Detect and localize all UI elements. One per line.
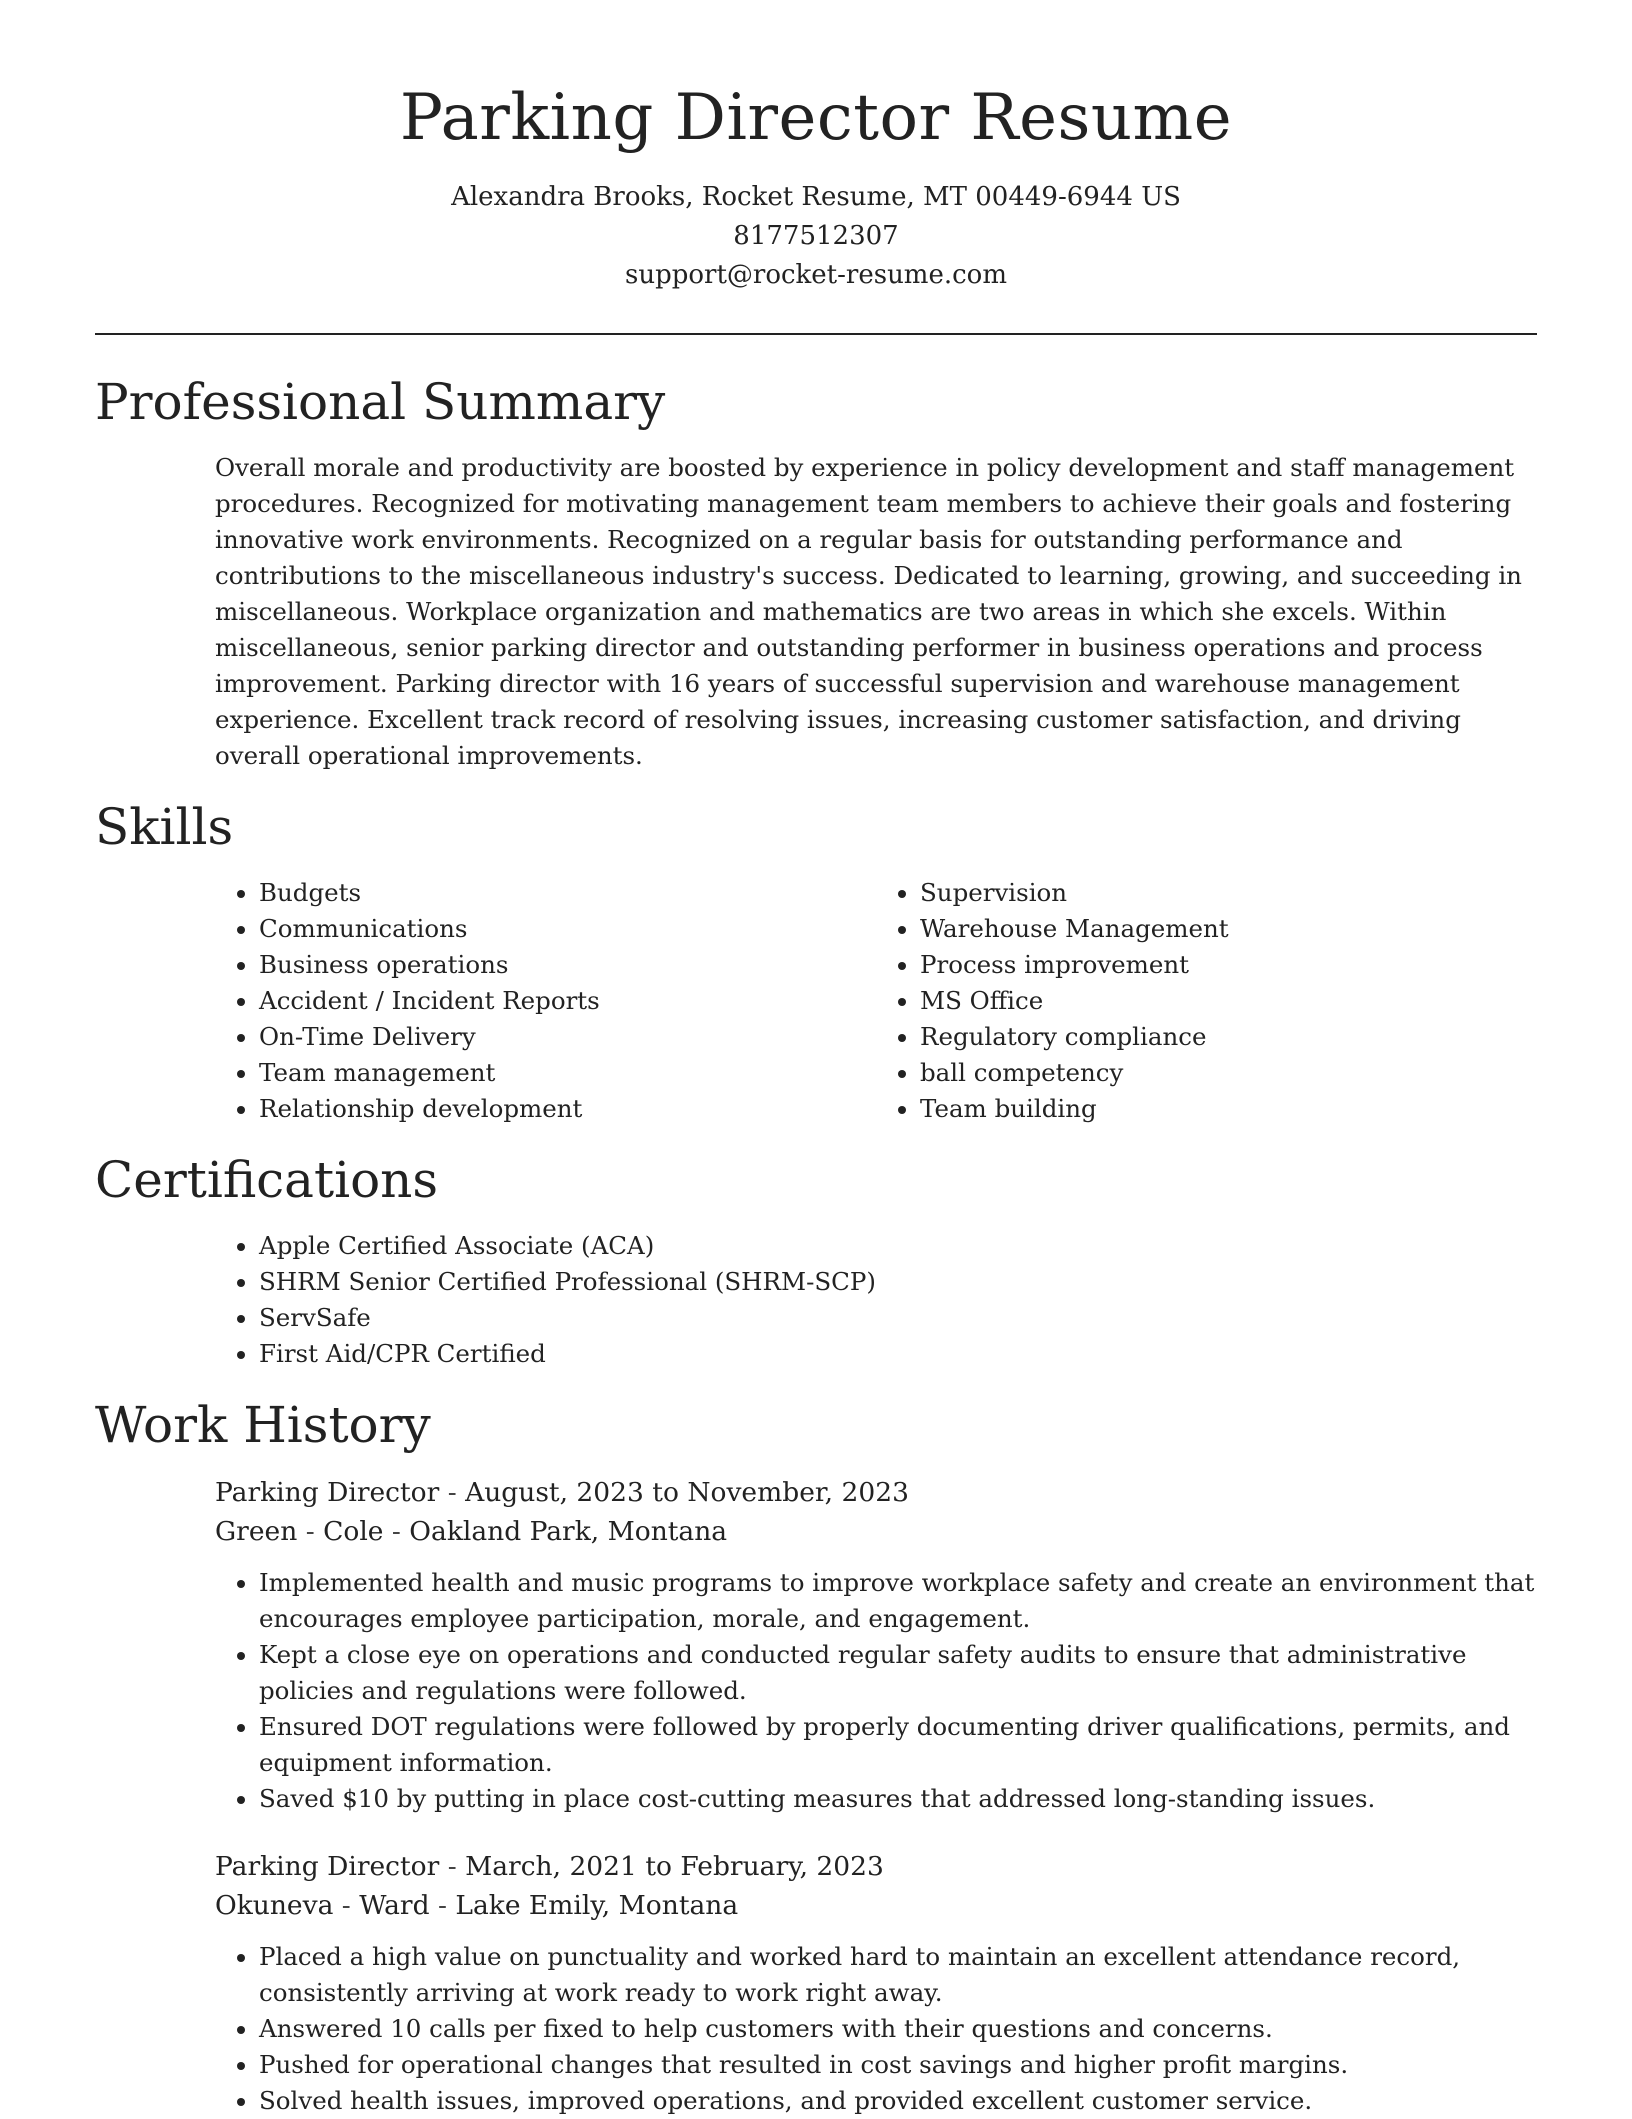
job-dates: March, 2021 to February, 2023 [465,1850,884,1882]
work-history-heading: Work History [95,1395,431,1454]
skill-item: • On-Time Delivery [259,1019,876,1055]
skill-item: • Process improvement [920,947,1537,983]
header-divider [95,333,1537,335]
job-company-b: Cole [323,1515,384,1547]
skill-item: • Budgets [259,875,876,911]
skill-item: • ball competency [920,1055,1537,1091]
skills-column-left [215,875,876,1127]
skill-item: • MS Office [920,983,1537,1019]
certification-item: • ServSafe [259,1300,1537,1336]
job-separator: - [297,1515,324,1547]
skills-heading: Skills [95,797,234,856]
job-title-line [215,1473,1537,1512]
job-company-b: Ward [359,1889,430,1921]
job-location: Oakland Park, Montana [409,1515,728,1547]
job-company-a: Okuneva [215,1889,334,1921]
certifications-heading: Certifications [95,1150,439,1209]
job-company-line [215,1886,1537,1925]
job-bullet: • Answered 10 calls per fixed to help customers with their questions and concerns. [259,2011,1537,2047]
skill-item: • Warehouse Management [920,911,1537,947]
certifications-section [95,1150,1537,1372]
job-title-line [215,1847,1537,1886]
job-company-line [215,1512,1537,1551]
job-entry [215,1847,1537,2119]
job-bullet: • Ensured DOT regulations were followed by properly documenting driver qualifications, permits, and equipment information. [259,1709,1537,1781]
job-bullet: • Solved health issues, improved operations, and provided excellent customer service. [259,2083,1537,2119]
job-location: Lake Emily, Montana [455,1889,739,1921]
skill-item: • Communications [259,911,876,947]
job-entry [215,1473,1537,1817]
skill-item: • Business operations [259,947,876,983]
certification-item: • First Aid/CPR Certified [259,1336,1537,1372]
summary-section [95,372,1537,774]
job-title: Parking Director [215,1476,440,1508]
job-bullet: • Saved $10 by putting in place cost-cutting measures that addressed long-standing issues. [259,1781,1537,1817]
certification-item: • Apple Certified Associate (ACA) [259,1228,1537,1264]
work-history-section [95,1395,1537,2119]
job-separator: - [383,1515,410,1547]
job-bullet: • Pushed for operational changes that resulted in cost savings and higher profit margins. [259,2047,1537,2083]
job-separator: - [439,1476,466,1508]
skill-item: • Relationship development [259,1091,876,1127]
certification-item: • SHRM Senior Certified Professional (SHRM-SCP) [259,1264,1537,1300]
job-bullet: • Placed a high value on punctuality and worked hard to maintain an excellent attendance record, consistently arriving at work ready to work right away. [259,1939,1537,2011]
job-bullet: • Implemented health and music programs to improve workplace safety and create an environment that encourages employee participation, morale, and engagement. [259,1565,1537,1637]
skills-section [95,797,1537,1127]
contact-email: support@rocket-resume.com [624,259,1007,290]
skill-item: • Supervision [920,875,1537,911]
job-separator: - [439,1850,466,1882]
contact-address: Alexandra Brooks, Rocket Resume, MT 00449-6944 US [451,181,1181,212]
job-separator: - [429,1889,456,1921]
summary-text: Overall morale and productivity are boosted by experience in policy development and staff management procedures. Recognized for motivating management team members to achieve their goals and fostering innovative work environments. Recognized on a regular basis for outstanding performance and contributions to the miscellaneous industry's success. Dedicated to learning, growing, and succeeding in miscellaneous. Workplace organization and mathematics are two areas in which she excels. Within miscellaneous, senior parking director and outstanding performer in business operations and process improvement. Parking director with 16 years of successful supervision and warehouse management experience. Excellent track record of resolving issues, increasing customer satisfaction, and driving overall operational improvements. [215,452,1522,770]
skill-item: • Regulatory compliance [920,1019,1537,1055]
resume-title: Parking Director Resume [399,81,1233,155]
summary-heading: Professional Summary [95,372,666,431]
skills-grid [95,875,1537,1127]
skill-item: • Accident / Incident Reports [259,983,876,1019]
job-dates: August, 2023 to November, 2023 [465,1476,909,1508]
job-title: Parking Director [215,1850,440,1882]
contact-phone: 8177512307 [733,220,899,251]
resume-header [95,0,1537,295]
job-bullet: • Kept a close eye on operations and conducted regular safety audits to ensure that administrative policies and regulations were followed. [259,1637,1537,1709]
job-separator: - [333,1889,360,1921]
skills-column-right [876,875,1537,1127]
skill-item: • Team building [920,1091,1537,1127]
job-company-a: Green [215,1515,298,1547]
skill-item: • Team management [259,1055,876,1091]
